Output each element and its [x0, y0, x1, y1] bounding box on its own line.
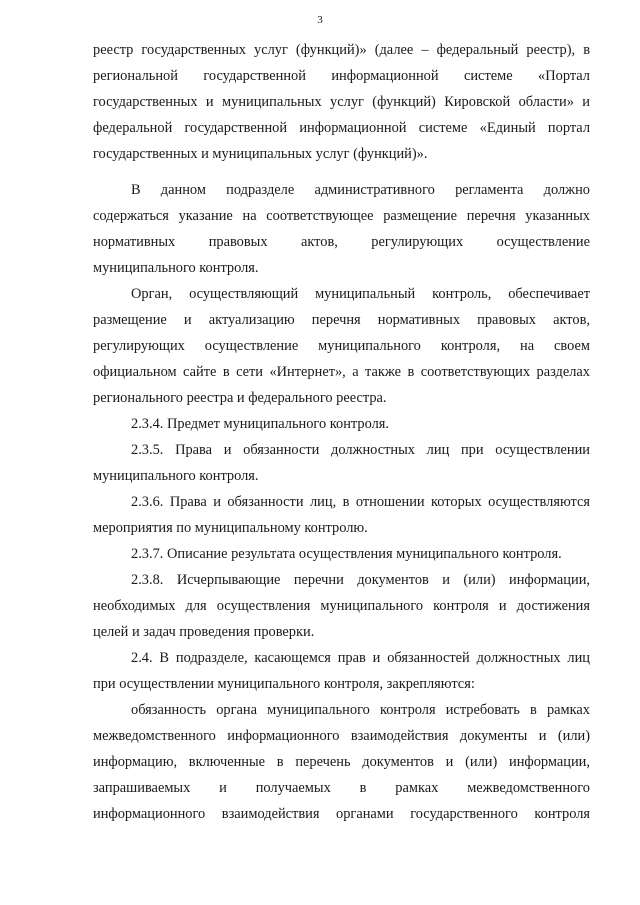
text-line: официальном сайте в сети «Интернет», а также в соответствующих разделах [93, 364, 590, 380]
text-line: 2.3.5. Права и обязанности должностных лиц при осуществлении [131, 442, 590, 458]
text-line: межведомственного информационного взаимодействия документы и (или) [93, 728, 590, 744]
text-line: 2.4. В подразделе, касающемся прав и обязанностей должностных лиц [131, 650, 590, 666]
text-line: размещение и актуализацию перечня нормативных правовых актов, [93, 312, 590, 328]
text-line: содержаться указание на соответствующее размещение перечня указанных [93, 208, 590, 224]
text-line: муниципального контроля. [93, 468, 259, 484]
text-line: при осуществлении муниципального контроля, закрепляются: [93, 676, 475, 692]
text-line: 2.3.8. Исчерпывающие перечни документов и (или) информации, [131, 572, 590, 588]
text-line: информацию, включенные в перечень документов и (или) информации, [93, 754, 590, 770]
text-line: региональной государственной информационной системе «Портал [93, 68, 590, 84]
text-line: мероприятия по муниципальному контролю. [93, 520, 368, 536]
text-line: реестр государственных услуг (функций)» (далее – федеральный реестр), в [93, 42, 590, 58]
text-line: информационного взаимодействия органами государственного контроля [93, 806, 590, 822]
text-line: 2.3.4. Предмет муниципального контроля. [131, 416, 389, 432]
page-number: 3 [317, 14, 323, 26]
text-line: запрашиваемых и получаемых в рамках межведомственного [93, 780, 590, 796]
text-line: необходимых для осуществления муниципального контроля и достижения [93, 598, 590, 614]
text-line: обязанность органа муниципального контроля истребовать в рамках [131, 702, 590, 718]
text-line: государственных и муниципальных услуг (функций) Кировской области» и [93, 94, 590, 110]
text-line: В данном подразделе административного регламента должно [131, 182, 590, 198]
text-line: муниципального контроля. [93, 260, 259, 276]
text-line: регионального реестра и федерального реестра. [93, 390, 387, 406]
text-line: Орган, осуществляющий муниципальный контроль, обеспечивает [131, 286, 590, 302]
text-line: 2.3.7. Описание результата осуществления муниципального контроля. [131, 546, 562, 562]
text-line: целей и задач проведения проверки. [93, 624, 315, 640]
text-line: 2.3.6. Права и обязанности лиц, в отношении которых осуществляются [131, 494, 590, 510]
text-line: федеральной государственной информационной системе «Единый портал [93, 120, 590, 136]
text-line: государственных и муниципальных услуг (функций)». [93, 146, 428, 162]
text-line: регулирующих осуществление муниципального контроля, на своем [93, 338, 590, 354]
text-line: нормативных правовых актов, регулирующих осуществление [93, 234, 590, 250]
